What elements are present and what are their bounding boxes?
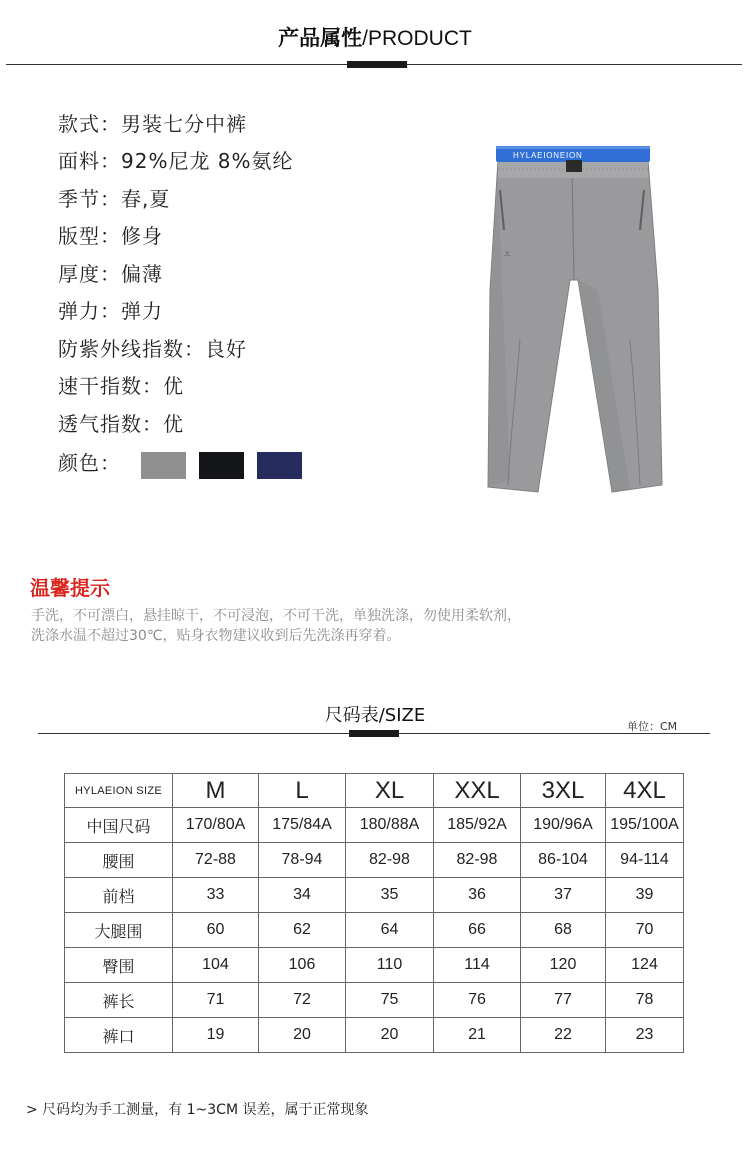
row-label: 裤长 (65, 983, 173, 1018)
table-cell: 68 (521, 913, 606, 948)
table-cell: 64 (346, 913, 434, 948)
table-cell: 23 (606, 1018, 684, 1053)
table-cell: 120 (521, 948, 606, 983)
attribute-quick-dry: 速干指数：优 (58, 374, 184, 398)
table-cell: 78-94 (259, 843, 346, 878)
table-row (65, 843, 684, 878)
table-cell: 33 (173, 878, 259, 913)
row-label: 前档 (65, 878, 173, 913)
row-label: 大腿围 (65, 913, 173, 948)
table-cell: 62 (259, 913, 346, 948)
table-cell: 110 (346, 948, 434, 983)
table-cell: 75 (346, 983, 434, 1018)
table-cell: 195/100A (606, 808, 684, 843)
table-cell: 190/96A (521, 808, 606, 843)
tips-line-1: 手洗，不可漂白，悬挂晾干，不可浸泡，不可干洗，单独洗涤，勿使用柔软剂， (31, 608, 521, 624)
attribute-thickness: 厚度：偏薄 (58, 262, 163, 286)
table-cell: 170/80A (173, 808, 259, 843)
row-label: 腰围 (65, 843, 173, 878)
size-header-cell: 3XL (521, 774, 606, 808)
attribute-elasticity: 弹力：弹力 (58, 299, 163, 323)
size-header-cell: L (259, 774, 346, 808)
table-cell: 180/88A (346, 808, 434, 843)
pants-shape (488, 160, 662, 492)
attribute-fit: 版型：修身 (58, 224, 163, 248)
table-cell: 77 (521, 983, 606, 1018)
table-cell: 71 (173, 983, 259, 1018)
table-row (65, 1018, 684, 1053)
table-cell: 185/92A (434, 808, 521, 843)
table-cell: 114 (434, 948, 521, 983)
table-row (65, 913, 684, 948)
table-cell: 70 (606, 913, 684, 948)
table-cell: 82-98 (434, 843, 521, 878)
size-divider-bar (349, 730, 399, 737)
table-cell: 106 (259, 948, 346, 983)
product-title-en: /PRODUCT (362, 27, 472, 50)
size-table-corner: HYLAEION SIZE (65, 774, 173, 808)
waistband-brand-text: HYLAEIONEION (513, 151, 583, 160)
table-row (65, 948, 684, 983)
table-cell: 72-88 (173, 843, 259, 878)
size-table (64, 773, 684, 1053)
table-cell: 175/84A (259, 808, 346, 843)
product-title-cn: 产品属性 (278, 26, 363, 50)
table-row (65, 878, 684, 913)
size-header-cell: XXL (434, 774, 521, 808)
table-cell: 94-114 (606, 843, 684, 878)
row-label: 中国尺码 (65, 808, 173, 843)
attribute-uv-index: 防紫外线指数：良好 (58, 337, 247, 361)
row-label: 裤口 (65, 1018, 173, 1053)
tips-title: 温馨提示 (30, 576, 110, 600)
color-swatch-black[interactable] (199, 452, 244, 479)
table-cell: 104 (173, 948, 259, 983)
table-cell: 76 (434, 983, 521, 1018)
product-section-title (0, 22, 750, 52)
table-cell: 78 (606, 983, 684, 1018)
tips-line-2: 洗涤水温不超过30℃，贴身衣物建议收到后先洗涤再穿着。 (31, 628, 401, 644)
table-cell: 36 (434, 878, 521, 913)
product-image (480, 140, 670, 502)
table-cell: 60 (173, 913, 259, 948)
table-cell: 19 (173, 1018, 259, 1053)
svg-text:⩡: ⩡ (504, 247, 511, 261)
attribute-season: 季节：春,夏 (58, 187, 171, 211)
table-cell: 37 (521, 878, 606, 913)
row-label: 臀围 (65, 948, 173, 983)
table-cell: 86-104 (521, 843, 606, 878)
product-divider-bar (347, 61, 407, 68)
attribute-style: 款式：男装七分中裤 (58, 112, 247, 136)
table-cell: 66 (434, 913, 521, 948)
size-unit: 单位：CM (627, 720, 678, 733)
table-cell: 72 (259, 983, 346, 1018)
size-table-header (65, 774, 684, 808)
table-cell: 35 (346, 878, 434, 913)
table-row (65, 808, 684, 843)
attribute-fabric: 面料：92%尼龙 8%氨纶 (58, 149, 294, 173)
table-cell: 82-98 (346, 843, 434, 878)
table-cell: 34 (259, 878, 346, 913)
measurement-note: > 尺码均为手工测量，有 1~3CM 误差，属于正常现象 (26, 1102, 369, 1118)
table-cell: 21 (434, 1018, 521, 1053)
size-section-title: 尺码表/SIZE (324, 705, 426, 726)
table-cell: 22 (521, 1018, 606, 1053)
color-swatch-gray[interactable] (141, 452, 186, 479)
table-cell: 20 (346, 1018, 434, 1053)
size-header-cell: 4XL (606, 774, 684, 808)
attribute-breathability: 透气指数：优 (58, 412, 184, 436)
table-cell: 20 (259, 1018, 346, 1053)
color-label: 颜色： (58, 451, 121, 475)
table-cell: 39 (606, 878, 684, 913)
table-cell: 124 (606, 948, 684, 983)
table-row (65, 983, 684, 1018)
color-swatch-navy[interactable] (257, 452, 302, 479)
size-header-cell: M (173, 774, 259, 808)
size-header-cell: XL (346, 774, 434, 808)
